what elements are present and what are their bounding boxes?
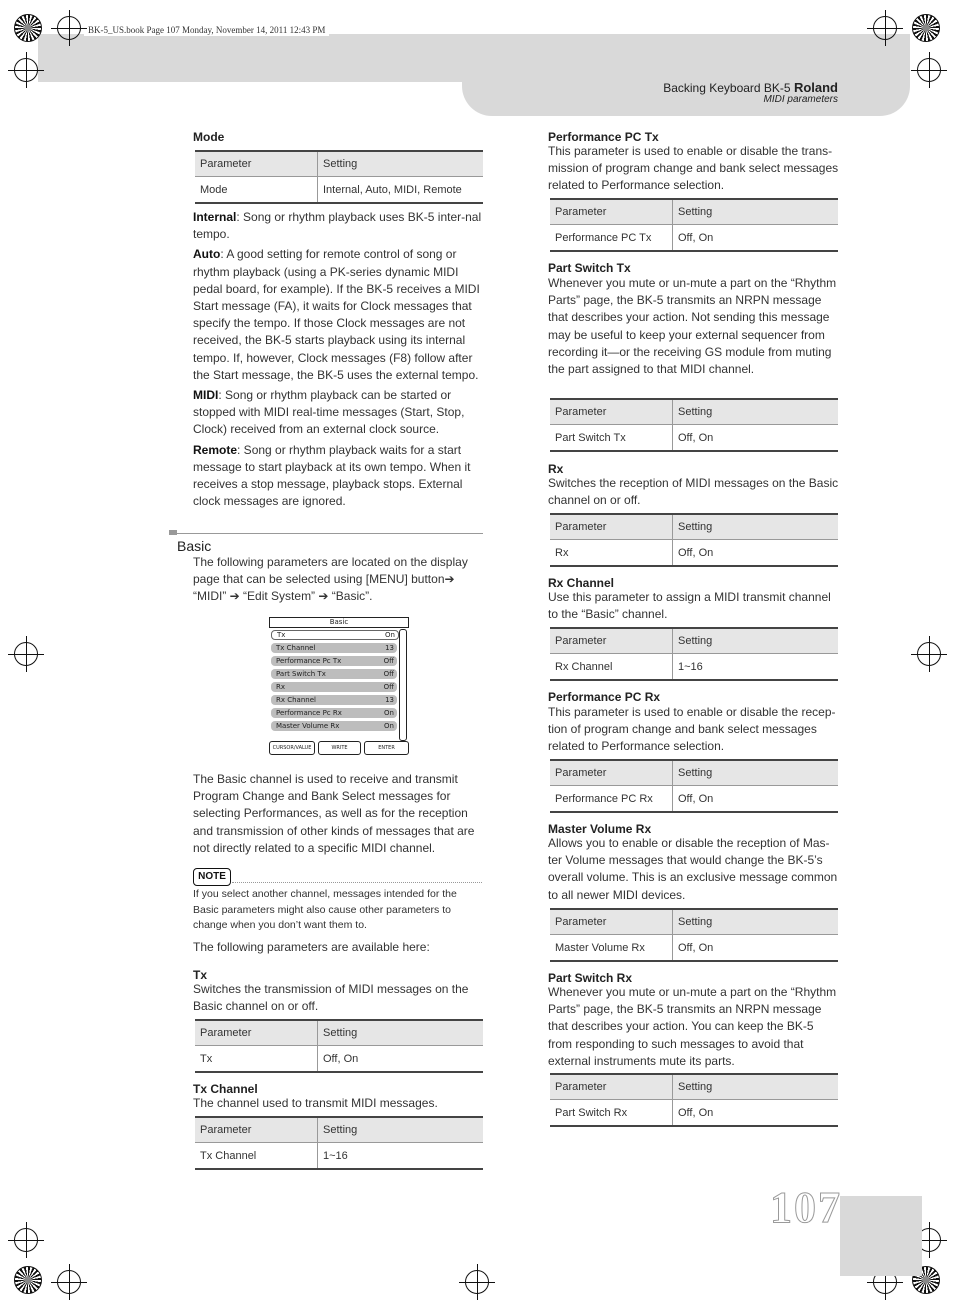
col-parameter: Parameter [550,1074,673,1100]
lcd-value: On [385,631,395,639]
header-title [663,80,838,95]
rx-channel-text: Use this parameter to assign a MIDI transmit channel to the “Basic” channel. [548,590,831,622]
table-row [550,225,838,252]
cell-parameter: Mode [195,177,318,204]
cell-parameter: Part Switch Tx [550,425,673,452]
table-header-row [195,1020,483,1046]
lcd-label: Performance Pc Rx [276,709,342,717]
cell-setting: Internal, Auto, MIDI, Remote [318,177,484,204]
term-internal: Internal [193,210,237,224]
cell-parameter: Performance PC Tx [550,225,673,252]
col-parameter: Parameter [195,1020,318,1046]
registration-mark-icon [14,1228,38,1252]
mode-internal-desc [193,209,485,243]
registration-mark-icon [917,58,941,82]
part-switch-rx-text: Whenever you mute or un-mute a part on the “Rhythm Parts” page, the BK-5 transmits an NRPN message that describes your action. You can keep the BK-5 from responding to such messages to avoid that external instruments mute its parts. [548,985,837,1068]
tx-channel-heading: Tx Channel [193,1082,258,1096]
cell-setting: 1~16 [318,1143,484,1170]
col-setting: Setting [673,399,839,425]
cell-parameter: Tx Channel [195,1143,318,1170]
cell-setting: Off, On [673,425,839,452]
part-switch-tx-heading: Part Switch Tx [548,261,631,275]
rx-table [550,513,838,567]
table-header-row [550,514,838,540]
lcd-scrollbar [399,629,407,741]
master-volume-rx-table [550,908,838,962]
lcd-write-button: WRITE [318,741,361,755]
lcd-value: Off [383,670,394,678]
note-text: If you select another channel, messages intended for the Basic parameters might also cause other parameters to change when you don’t want them to. [193,888,457,931]
perf-pc-rx-text: This parameter is used to enable or disable the recep-tion of program change and bank select messages related to Performance selection. [548,705,836,754]
table-row [195,1046,483,1073]
cell-parameter: Tx [195,1046,318,1073]
mode-auto-desc [193,246,485,384]
product-name: Backing Keyboard BK-5 [663,81,791,95]
cell-parameter: Part Switch Rx [550,1100,673,1127]
lcd-display [269,617,409,757]
table-header-row [550,399,838,425]
col-setting: Setting [673,514,839,540]
table-header-row [550,199,838,225]
cell-parameter: Performance PC Rx [550,786,673,813]
mode-descriptions [193,209,485,510]
page-number-box [840,1196,922,1276]
col-setting: Setting [318,151,484,177]
lcd-label: Tx Channel [276,644,316,652]
basic-section-title: Basic [177,538,212,554]
lcd-cursor-button: CURSOR/VALUE [269,741,315,755]
brand-name: Roland [793,80,838,95]
table-header-row [550,628,838,654]
lcd-row [271,669,397,679]
table-header-row [550,1074,838,1100]
lcd-row [271,695,397,705]
tx-heading: Tx [193,968,208,982]
crop-sun-icon [14,14,42,42]
note-divider [232,882,482,883]
section-marker [169,530,177,535]
basic-intro: The following parameters are located on the display page that can be selected using [MENU] button➔ “MIDI” ➔ “Edit System” ➔ “Basic”. [193,555,468,604]
perf-pc-tx-heading: Performance PC Tx [548,130,659,144]
col-parameter: Parameter [550,514,673,540]
mode-heading: Mode [193,130,225,144]
part-switch-rx-heading: Part Switch Rx [548,971,633,985]
mode-table [195,150,483,204]
lcd-label: Tx [277,631,286,639]
lcd-value: 13 [385,644,394,652]
text-internal: : Song or rhythm playback uses BK-5 inter-nal tempo. [193,210,482,242]
part-switch-rx-table [550,1073,838,1127]
registration-mark-icon [14,642,38,666]
table-row [550,540,838,567]
tx-text: Switches the transmission of MIDI messages on the Basic channel on or off. [193,982,469,1014]
col-setting: Setting [318,1117,484,1143]
lcd-value: 13 [385,696,394,704]
text-midi: : Song or rhythm playback can be started or stopped with MIDI real-time messages (Start, Stop, Clock) received from an external clock source. [193,388,465,437]
master-volume-rx-heading: Master Volume Rx [548,822,652,836]
lcd-label: Master Volume Rx [276,722,340,730]
col-parameter: Parameter [550,760,673,786]
col-parameter: Parameter [550,628,673,654]
available-text: The following parameters are available here: [193,940,430,954]
col-parameter: Parameter [550,399,673,425]
lcd-value: On [384,722,394,730]
registration-mark-icon [57,16,81,40]
crop-sun-icon [912,14,940,42]
lcd-enter-button: ENTER [364,741,409,755]
rx-channel-heading: Rx Channel [548,576,615,590]
col-setting: Setting [673,199,839,225]
cell-setting: Off, On [673,786,839,813]
perf-pc-tx-table [550,198,838,252]
perf-pc-rx-table [550,759,838,813]
lcd-row [271,682,397,692]
lcd-label: Part Switch Tx [276,670,326,678]
lcd-label: Performance Pc Tx [276,657,342,665]
col-parameter: Parameter [550,199,673,225]
cell-setting: 1~16 [673,654,839,681]
crop-sun-icon [14,1266,42,1294]
part-switch-tx-text: Whenever you mute or un-mute a part on the “Rhythm Parts” page, the BK-5 transmits an NRPN message that describes your action. Not sending this message may be useful to keep your external sequencer from recording it—or the receiving GS module from muting the part assigned to that MIDI channel. [548,276,837,377]
text-remote: : Song or rhythm playback waits for a start message to start playback at its own tempo. When it receives a stop message, playback stops. External clock messages are ignored. [193,442,471,509]
table-row [550,654,838,681]
table-row [550,425,838,452]
table-row [550,786,838,813]
cell-setting: Off, On [673,935,839,962]
registration-mark-icon [873,16,897,40]
rx-channel-table [550,627,838,681]
lcd-row [271,656,397,666]
rx-heading: Rx [548,462,564,476]
registration-mark-icon [465,1270,489,1294]
table-row [550,1100,838,1127]
table-header-row [195,151,483,177]
term-auto: Auto [193,247,221,262]
col-setting: Setting [673,1074,839,1100]
col-setting: Setting [318,1020,484,1046]
rx-text: Switches the reception of MIDI messages on the Basic channel on or off. [548,476,839,508]
table-header-row [550,760,838,786]
lcd-row [271,643,397,653]
lcd-label: Rx [276,683,286,691]
tx-channel-text: The channel used to transmit MIDI messages. [193,1096,438,1110]
lcd-value: Off [383,683,394,691]
tx-channel-table [195,1116,483,1170]
cell-setting: Off, On [673,540,839,567]
registration-mark-icon [14,58,38,82]
col-parameter: Parameter [195,151,318,177]
col-parameter: Parameter [550,909,673,935]
table-header-row [550,909,838,935]
col-setting: Setting [673,909,839,935]
cell-parameter: Rx [550,540,673,567]
lcd-row [271,721,397,731]
registration-mark-icon [57,1270,81,1294]
lcd-row [271,708,397,718]
table-header-row [195,1117,483,1143]
note-badge: NOTE [193,868,231,886]
lcd-row [271,630,399,640]
part-switch-tx-table [550,398,838,452]
table-row [195,1143,483,1170]
perf-pc-rx-heading: Performance PC Rx [548,690,661,704]
table-row [195,177,483,204]
cell-parameter: Master Volume Rx [550,935,673,962]
basic-body: The Basic channel is used to receive and transmit Program Change and Bank Select messages for selecting Performances, as well as for the reception and transmission of other kinds of messages that are not directly related to a specific MIDI channel. [193,772,475,855]
col-setting: Setting [673,760,839,786]
section-rule [177,533,483,534]
header-section: MIDI parameters [763,94,838,105]
mode-midi-desc [193,387,485,439]
mode-remote-desc [193,442,485,511]
col-parameter: Parameter [195,1117,318,1143]
lcd-value: Off [383,657,394,665]
page-number: 107 [770,1183,842,1232]
lcd-label: Rx Channel [276,696,316,704]
perf-pc-tx-text: This parameter is used to enable or disable the trans-mission of program change and bank select messages related to Performance selection. [548,144,839,193]
print-slug: BK-5_US.book Page 107 Monday, November 14, 2011 12:43 PM [84,24,329,36]
tx-table [195,1019,483,1073]
header-band [38,34,910,82]
cell-setting: Off, On [673,1100,839,1127]
text-auto: : A good setting for remote control of song or rhythm playback (using a PK-series dynamic MIDI pedal board, for example). If the BK-5 receives a MIDI Start message (FA), it waits for Clock messages that specify the tempo. If those Clock messages are not received, the BK-5 starts playback using its internal tempo. If, however, Clock messages (F8) follow after the Start message, the BK-5 uses the external tempo. [193,247,480,382]
lcd-title: Basic [269,617,409,628]
table-row [550,935,838,962]
term-midi: MIDI [193,388,219,403]
cell-parameter: Rx Channel [550,654,673,681]
cell-setting: Off, On [673,225,839,252]
cell-setting: Off, On [318,1046,484,1073]
term-remote: Remote [193,442,238,457]
lcd-value: On [384,709,394,717]
master-volume-rx-text: Allows you to enable or disable the reception of Mas-ter Volume messages that would change the BK-5’s overall volume. This is an exclusive message common to all newer MIDI devices. [548,836,838,902]
registration-mark-icon [917,642,941,666]
col-setting: Setting [673,628,839,654]
